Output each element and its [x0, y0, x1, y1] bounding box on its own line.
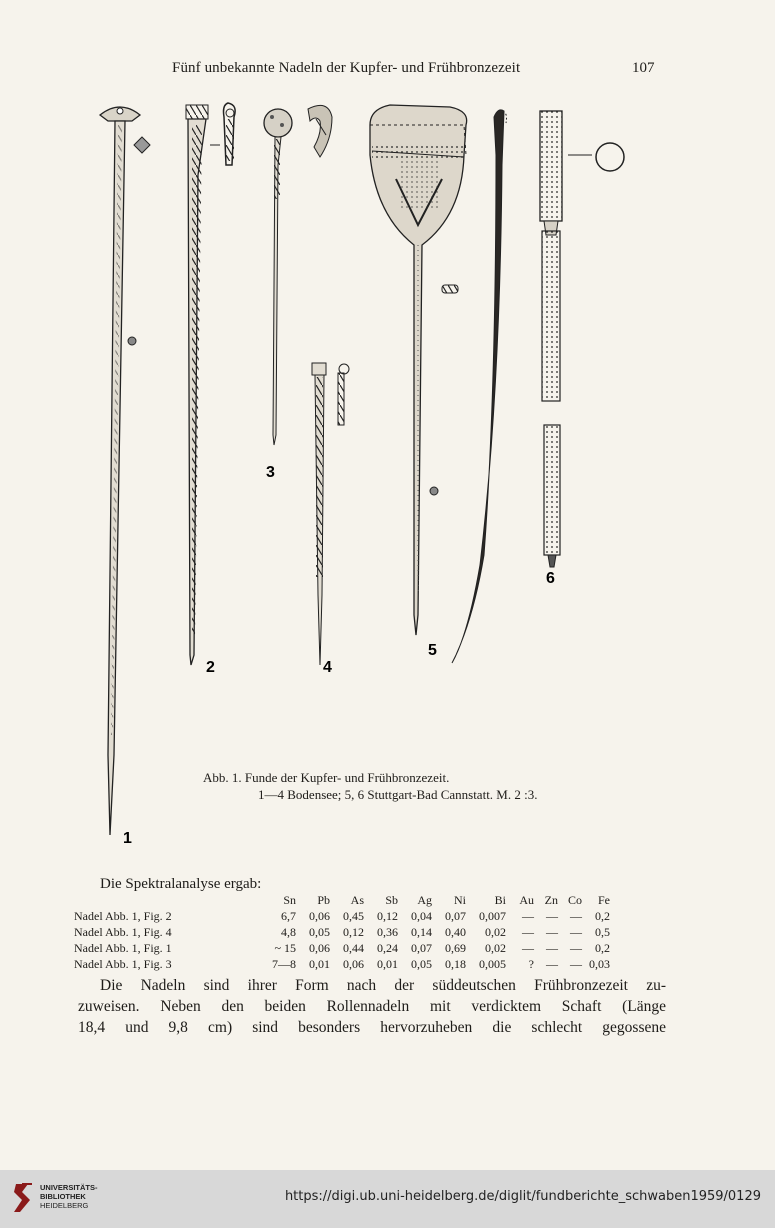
- running-title: Fünf unbekannte Nadeln der Kupfer- und Frühbronzezeit: [172, 60, 521, 76]
- table-cell: 7—8: [272, 956, 296, 971]
- table-cell: 0,06: [309, 908, 330, 923]
- figure-illustration: [70, 95, 710, 855]
- table-cell: 0,06: [343, 956, 364, 971]
- needle-5-curved: [452, 110, 507, 663]
- needle-2: [186, 103, 235, 665]
- table-cell: 0,05: [309, 924, 330, 939]
- permalink-url[interactable]: https://digi.ub.uni-heidelberg.de/diglit/fundberichte_schwaben1959/0129: [284, 1189, 761, 1204]
- table-cell: 0,005: [479, 956, 506, 971]
- fig-label-2: 2: [206, 659, 215, 676]
- table-header-row: [74, 892, 610, 908]
- row-label: Nadel Abb. 1, Fig. 2: [74, 908, 172, 923]
- table-cell: —: [546, 924, 558, 939]
- body-line: 18,4 und 9,8 cm) sind besonders hervorzuheben die schlecht gegossene: [78, 1019, 666, 1036]
- col-header: As: [350, 892, 364, 907]
- table-cell: —: [570, 940, 582, 955]
- table-cell: 4,8: [281, 924, 296, 939]
- table-cell: 0,44: [343, 940, 364, 955]
- table-cell: 0,12: [343, 924, 364, 939]
- fig-label-6: 6: [546, 570, 555, 587]
- col-header: Sb: [385, 892, 398, 907]
- table-cell: 0,36: [377, 924, 398, 939]
- row-label: Nadel Abb. 1, Fig. 3: [74, 956, 172, 971]
- table-cell: —: [522, 908, 534, 923]
- table-cell: —: [546, 908, 558, 923]
- table-row: [74, 924, 610, 940]
- table-cell: 0,45: [343, 908, 364, 923]
- table-cell: —: [522, 940, 534, 955]
- col-header: Zn: [544, 892, 558, 907]
- table-cell: ~ 15: [274, 940, 296, 955]
- table-cell: ?: [528, 956, 534, 971]
- table-cell: —: [570, 924, 582, 939]
- table-cell: 0,02: [485, 940, 506, 955]
- row-label: Nadel Abb. 1, Fig. 4: [74, 924, 172, 939]
- col-header: Au: [519, 892, 534, 907]
- col-header: Co: [567, 892, 582, 907]
- caption-line-2: 1—4 Bodensee; 5, 6 Stuttgart-Bad Cannstatt. M. 2 :3.: [258, 787, 538, 802]
- needle-5: [370, 105, 467, 635]
- table-cell: —: [522, 924, 534, 939]
- caption-line-1: Abb. 1. Funde der Kupfer- und Frühbronzezeit.: [203, 770, 450, 785]
- viewer-footer: [0, 1170, 775, 1228]
- table-cell: 0,2: [595, 940, 610, 955]
- spectral-table: [74, 892, 610, 972]
- col-header: Bi: [494, 892, 506, 907]
- table-cell: 0,07: [445, 908, 466, 923]
- needle-drawings: [70, 95, 710, 855]
- page-number: 107: [632, 60, 655, 76]
- fig-label-4: 4: [323, 659, 332, 676]
- col-header: Ni: [454, 892, 466, 907]
- table-cell: 0,5: [595, 924, 610, 939]
- needle-4: [312, 363, 349, 665]
- col-header: Pb: [317, 892, 330, 907]
- table-cell: 0,2: [595, 908, 610, 923]
- table-cell: —: [546, 956, 558, 971]
- table-cell: 0,14: [411, 924, 432, 939]
- library-name: UNIVERSITÄTS- BIBLIOTHEK HEIDELBERG: [40, 1183, 98, 1210]
- table-row: [74, 940, 610, 956]
- spectral-intro: Die Spektralanalyse ergab:: [100, 876, 262, 892]
- fig-label-5: 5: [428, 642, 437, 659]
- table-cell: 0,01: [309, 956, 330, 971]
- table-cell: 0,04: [411, 908, 432, 923]
- table-cell: 0,69: [445, 940, 466, 955]
- table-cell: 0,03: [589, 956, 610, 971]
- table-row: [74, 908, 610, 924]
- table-cell: 0,06: [309, 940, 330, 955]
- fig-label-3: 3: [266, 464, 275, 481]
- table-cell: 0,18: [445, 956, 466, 971]
- body-line: zuweisen. Neben den beiden Rollennadeln mit verdicktem Schaft (Länge: [78, 998, 666, 1015]
- needle-1: [100, 107, 150, 835]
- table-cell: —: [546, 940, 558, 955]
- table-row: [74, 956, 610, 972]
- table-cell: 0,24: [377, 940, 398, 955]
- fig-label-1: 1: [123, 830, 132, 847]
- table-cell: 6,7: [281, 908, 296, 923]
- body-line: Die Nadeln sind ihrer Form nach der süddeutschen Frühbronzezeit zu-: [100, 977, 666, 994]
- table-cell: —: [570, 908, 582, 923]
- body-paragraph: [78, 975, 666, 1038]
- row-label: Nadel Abb. 1, Fig. 1: [74, 940, 172, 955]
- col-header: Sn: [283, 892, 296, 907]
- col-header: Fe: [598, 892, 610, 907]
- running-head: [0, 60, 775, 80]
- table-cell: 0,01: [377, 956, 398, 971]
- table-cell: 0,007: [479, 908, 506, 923]
- table-cell: 0,07: [411, 940, 432, 955]
- table-cell: 0,12: [377, 908, 398, 923]
- needle-6: [540, 111, 624, 567]
- col-header: Ag: [417, 892, 432, 907]
- table-cell: 0,02: [485, 924, 506, 939]
- table-cell: 0,40: [445, 924, 466, 939]
- table-cell: 0,05: [411, 956, 432, 971]
- table-cell: —: [570, 956, 582, 971]
